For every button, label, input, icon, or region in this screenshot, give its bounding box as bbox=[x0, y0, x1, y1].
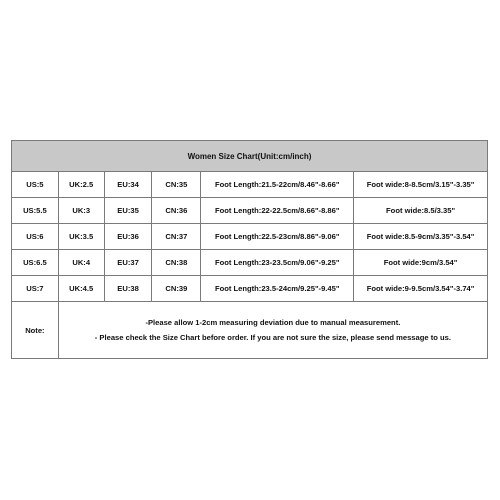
cn-size-cell: CN:38 bbox=[152, 250, 201, 276]
foot-length-cell: Foot Length:22.5-23cm/8.86"-9.06" bbox=[201, 224, 354, 250]
cn-size-cell: CN:35 bbox=[152, 172, 201, 198]
foot-length-cell: Foot Length:21.5-22cm/8.46"-8.66" bbox=[201, 172, 354, 198]
us-size-cell: US:7 bbox=[12, 276, 59, 302]
eu-size-cell: EU:38 bbox=[104, 276, 152, 302]
uk-size-cell: UK:2.5 bbox=[58, 172, 104, 198]
eu-size-cell: EU:36 bbox=[104, 224, 152, 250]
table-row bbox=[12, 250, 488, 276]
table-row bbox=[12, 276, 488, 302]
foot-length-cell: Foot Length:23.5-24cm/9.25"-9.45" bbox=[201, 276, 354, 302]
chart-title: Women Size Chart(Unit:cm/inch) bbox=[12, 141, 488, 172]
uk-size-cell: UK:4.5 bbox=[58, 276, 104, 302]
eu-size-cell: EU:35 bbox=[104, 198, 152, 224]
eu-size-cell: EU:34 bbox=[104, 172, 152, 198]
title-row bbox=[12, 141, 488, 172]
us-size-cell: US:5 bbox=[12, 172, 59, 198]
foot-length-cell: Foot Length:22-22.5cm/8.66"-8.86" bbox=[201, 198, 354, 224]
uk-size-cell: UK:4 bbox=[58, 250, 104, 276]
uk-size-cell: UK:3.5 bbox=[58, 224, 104, 250]
foot-width-cell: Foot wide:8.5/3.35" bbox=[354, 198, 488, 224]
note-row bbox=[12, 302, 488, 359]
note-line-check-size-chart: - Please check the Size Chart before order. If you are not sure the size, please send message to us. bbox=[94, 333, 451, 342]
uk-size-cell: UK:3 bbox=[58, 198, 104, 224]
cn-size-cell: CN:36 bbox=[152, 198, 201, 224]
cn-size-cell: CN:39 bbox=[152, 276, 201, 302]
us-size-cell: US:5.5 bbox=[12, 198, 59, 224]
eu-size-cell: EU:37 bbox=[104, 250, 152, 276]
foot-width-cell: Foot wide:8.5-9cm/3.35"-3.54" bbox=[354, 224, 488, 250]
table-row bbox=[12, 172, 488, 198]
us-size-cell: US:6 bbox=[12, 224, 59, 250]
table-row bbox=[12, 198, 488, 224]
foot-width-cell: Foot wide:9cm/3.54" bbox=[354, 250, 488, 276]
note-text bbox=[58, 302, 487, 359]
us-size-cell: US:6.5 bbox=[12, 250, 59, 276]
foot-width-cell: Foot wide:8-8.5cm/3.15"-3.35" bbox=[354, 172, 488, 198]
note-label: Note: bbox=[12, 302, 59, 359]
size-chart-table bbox=[11, 140, 488, 359]
foot-length-cell: Foot Length:23-23.5cm/9.06"-9.25" bbox=[201, 250, 354, 276]
cn-size-cell: CN:37 bbox=[152, 224, 201, 250]
note-line-measuring-deviation: -Please allow 1-2cm measuring deviation due to manual measurement. bbox=[145, 318, 401, 327]
table-row bbox=[12, 224, 488, 250]
foot-width-cell: Foot wide:9-9.5cm/3.54"-3.74" bbox=[354, 276, 488, 302]
